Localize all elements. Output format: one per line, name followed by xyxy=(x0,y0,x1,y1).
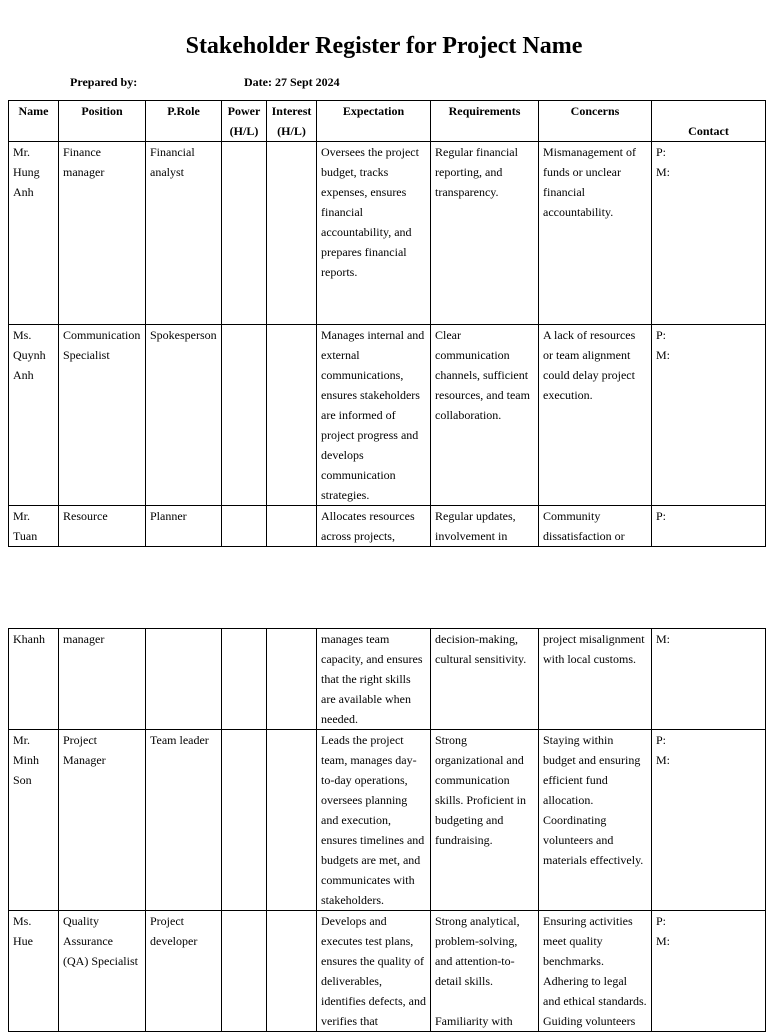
cell-contact xyxy=(652,629,766,730)
col-header-expectation: Expectation xyxy=(317,101,431,142)
concerns-text: Ensuring activities meet quality benchmarks. xyxy=(543,914,633,968)
cell-concerns: A lack of resources or team alignment could delay project execution. xyxy=(539,325,652,506)
cell-role: Financial analyst xyxy=(146,142,222,325)
cell-concerns: Staying within budget and ensuring efficient fund allocation. Coordinating volunteers and materials effectively. xyxy=(539,730,652,911)
contact-mail-label: M: xyxy=(656,348,671,362)
cell-power xyxy=(222,506,267,547)
contact-mail-label: M: xyxy=(656,632,671,646)
requirements-spacer xyxy=(435,991,534,1011)
cell-requirements: Regular updates, involvement in xyxy=(431,506,539,547)
col-header-role: P.Role xyxy=(146,101,222,142)
table-row xyxy=(9,911,766,1032)
requirements-text: Strong analytical, problem-solving, and attention-to-detail skills. xyxy=(435,914,520,988)
cell-requirements: Clear communication channels, sufficient resources, and team collaboration. xyxy=(431,325,539,506)
contact-phone-label: P: xyxy=(656,509,667,523)
prepared-by-label: Prepared by: xyxy=(70,75,138,89)
table-row xyxy=(9,730,766,911)
cell-name: Mr. Hung Anh xyxy=(9,142,59,325)
cell-power xyxy=(222,325,267,506)
cell-requirements xyxy=(431,911,539,1032)
contact-mail-label: M: xyxy=(656,165,671,179)
cell-position: manager xyxy=(59,629,146,730)
cell-interest xyxy=(267,142,317,325)
cell-power xyxy=(222,730,267,911)
table-row xyxy=(9,325,766,506)
table-row xyxy=(9,629,766,730)
contact-mail-label: M: xyxy=(656,934,671,948)
page-title: Stakeholder Register for Project Name xyxy=(185,33,583,59)
stakeholder-table-page-2 xyxy=(8,628,766,1032)
cell-expectation: Leads the project team, manages day-to-day operations, oversees planning and execution, ensures timelines and budgets are met, and communicates with stakeholders. xyxy=(317,730,431,911)
col-header-power: Power (H/L) xyxy=(222,101,267,142)
table-row xyxy=(9,142,766,325)
cell-name: Mr. Tuan xyxy=(9,506,59,547)
cell-role: Project developer xyxy=(146,911,222,1032)
cell-position: Quality Assurance (QA) Specialist xyxy=(59,911,146,1032)
date-label: Date: 27 Sept 2024 xyxy=(244,75,340,89)
cell-position: Finance manager xyxy=(59,142,146,325)
cell-name: Mr. Minh Son xyxy=(9,730,59,911)
contact-phone-label: P: xyxy=(656,145,667,159)
cell-role: Spokesperson xyxy=(146,325,222,506)
cell-expectation: Develops and executes test plans, ensures the quality of deliverables, identifies defects, and verifies that xyxy=(317,911,431,1032)
concerns-extra-text: Adhering to legal and ethical standards. Guiding volunteers xyxy=(543,974,647,1028)
cell-position: Project Manager xyxy=(59,730,146,911)
cell-name: Ms. Hue xyxy=(9,911,59,1032)
cell-contact xyxy=(652,911,766,1032)
contact-phone-label: P: xyxy=(656,914,667,928)
table-row xyxy=(9,506,766,547)
cell-concerns: Community dissatisfaction or xyxy=(539,506,652,547)
col-header-name: Name xyxy=(9,101,59,142)
cell-requirements: Strong organizational and communication skills. Proficient in budgeting and fundraising. xyxy=(431,730,539,911)
cell-requirements: decision-making, cultural sensitivity. xyxy=(431,629,539,730)
cell-interest xyxy=(267,506,317,547)
cell-name: Khanh xyxy=(9,629,59,730)
cell-interest xyxy=(267,325,317,506)
cell-expectation: Manages internal and external communications, ensures stakeholders are informed of project progress and develops communication strategies. xyxy=(317,325,431,506)
requirements-extra-text: Familiarity with xyxy=(435,1014,513,1028)
cell-role: Planner xyxy=(146,506,222,547)
cell-concerns xyxy=(539,911,652,1032)
cell-power xyxy=(222,911,267,1032)
cell-power xyxy=(222,142,267,325)
cell-interest xyxy=(267,911,317,1032)
col-header-requirements: Requirements xyxy=(431,101,539,142)
cell-position: Resource xyxy=(59,506,146,547)
col-header-concerns: Concerns xyxy=(539,101,652,142)
cell-expectation: Oversees the project budget, tracks expenses, ensures financial accountability, and prepares financial reports. xyxy=(317,142,431,325)
cell-position: Communication Specialist xyxy=(59,325,146,506)
cell-requirements: Regular financial reporting, and transparency. xyxy=(431,142,539,325)
cell-contact xyxy=(652,325,766,506)
cell-interest xyxy=(267,629,317,730)
table-header-row xyxy=(9,101,766,142)
cell-contact xyxy=(652,142,766,325)
col-header-contact: Contact xyxy=(652,101,766,142)
cell-power xyxy=(222,629,267,730)
col-header-interest: Interest (H/L) xyxy=(267,101,317,142)
stakeholder-table-page-1 xyxy=(8,100,766,547)
cell-role xyxy=(146,629,222,730)
cell-expectation: manages team capacity, and ensures that the right skills are available when needed. xyxy=(317,629,431,730)
cell-concerns: Mismanagement of funds or unclear financial accountability. xyxy=(539,142,652,325)
contact-mail-label: M: xyxy=(656,753,671,767)
cell-concerns: project misalignment with local customs. xyxy=(539,629,652,730)
contact-phone-label: P: xyxy=(656,733,667,747)
cell-contact xyxy=(652,506,766,547)
cell-contact xyxy=(652,730,766,911)
cell-role: Team leader xyxy=(146,730,222,911)
cell-interest xyxy=(267,730,317,911)
cell-expectation: Allocates resources across projects, xyxy=(317,506,431,547)
contact-phone-label: P: xyxy=(656,328,667,342)
cell-name: Ms. Quynh Anh xyxy=(9,325,59,506)
col-header-position: Position xyxy=(59,101,146,142)
